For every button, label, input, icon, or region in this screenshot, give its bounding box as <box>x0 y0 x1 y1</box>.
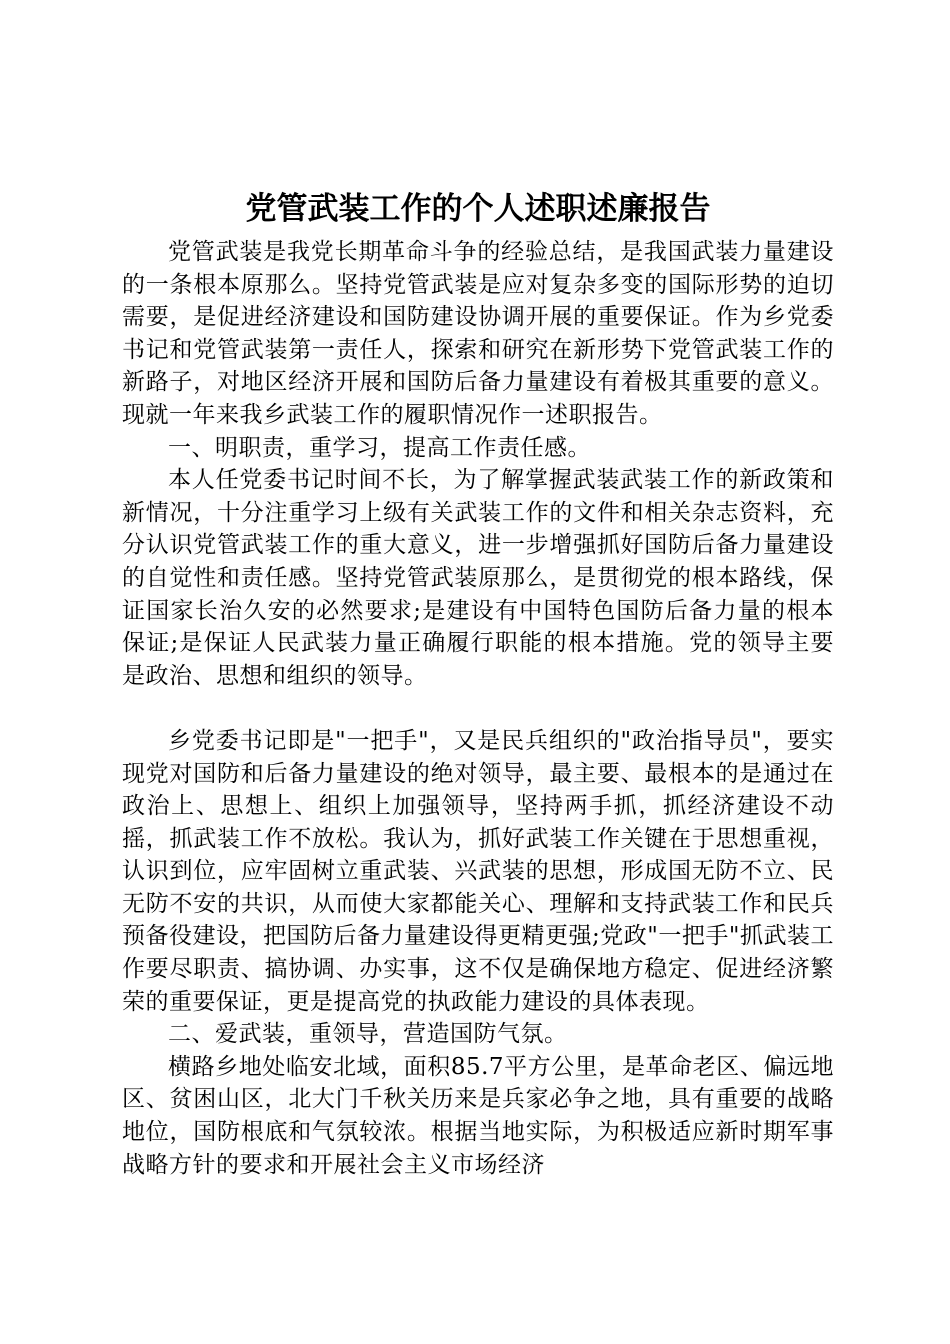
document-page <box>122 182 834 1181</box>
paragraph-study: 本人任党委书记时间不长，为了解掌握武装武装工作的新政策和新情况，十分注重学习上级有关武装工作的文件和相关杂志资料，充分认识党管武装工作的重大意义，进一步增强抓好国防后备力量建设的自觉性和责任感。坚持党管武装原那么，是贯彻党的根本路线，保证国家长治久安的必然要求;是建设有中国特色国防后备力量的根本保证;是保证人民武装力量正确履行职能的根本措施。党的领导主要是政治、思想和组织的领导。 <box>122 467 834 689</box>
section-heading-1: 一、明职责，重学习，提高工作责任感。 <box>168 434 591 461</box>
paragraph-location: 横路乡地处临安北域，面积85.7平方公里，是革命老区、偏远地区、贫困山区，北大门千秋关历来是兵家必争之地，具有重要的战略地位，国防根底和气氛较浓。根据当地实际，为积极适应新时期军事战略方针的要求和开展社会主义市场经济 <box>122 1053 834 1178</box>
paragraph-leadership: 乡党委书记即是"一把手"，又是民兵组织的"政治指导员"，要实现党对国防和后备力量建设的绝对领导，最主要、最根本的是通过在政治上、思想上、组织上加强领导，坚持两手抓，抓经济建设不动摇，抓武装工作不放松。我认为，抓好武装工作关键在于思想重视，认识到位，应牢固树立重武装、兴武装的思想，形成国无防不立、民无防不安的共识，从而使大家都能关心、理解和支持武装工作和民兵预备役建设，把国防后备力量建设得更精更强;党政"一把手"抓武装工作要尽职责、搞协调、办实事，这不仅是确保地方稳定、促进经济繁荣的重要保证，更是提高党的执政能力建设的具体表现。 <box>122 727 834 1015</box>
paragraph-intro: 党管武装是我党长期革命斗争的经验总结，是我国武装力量建设的一条根本原那么。坚持党管武装是应对复杂多变的国际形势的迫切需要，是促进经济建设和国防建设协调开展的重要保证。作为乡党委书记和党管武装第一责任人，探索和研究在新形势下党管武装工作的新路子，对地区经济开展和国防后备力量建设有着极其重要的意义。现就一年来我乡武装工作的履职情况作一述职报告。 <box>122 239 834 428</box>
paragraph-spacer <box>122 692 834 725</box>
section-heading-2: 二、爱武装，重领导，营造国防气氛。 <box>168 1021 568 1048</box>
document-title: 党管武装工作的个人述职述廉报告 <box>245 191 711 227</box>
